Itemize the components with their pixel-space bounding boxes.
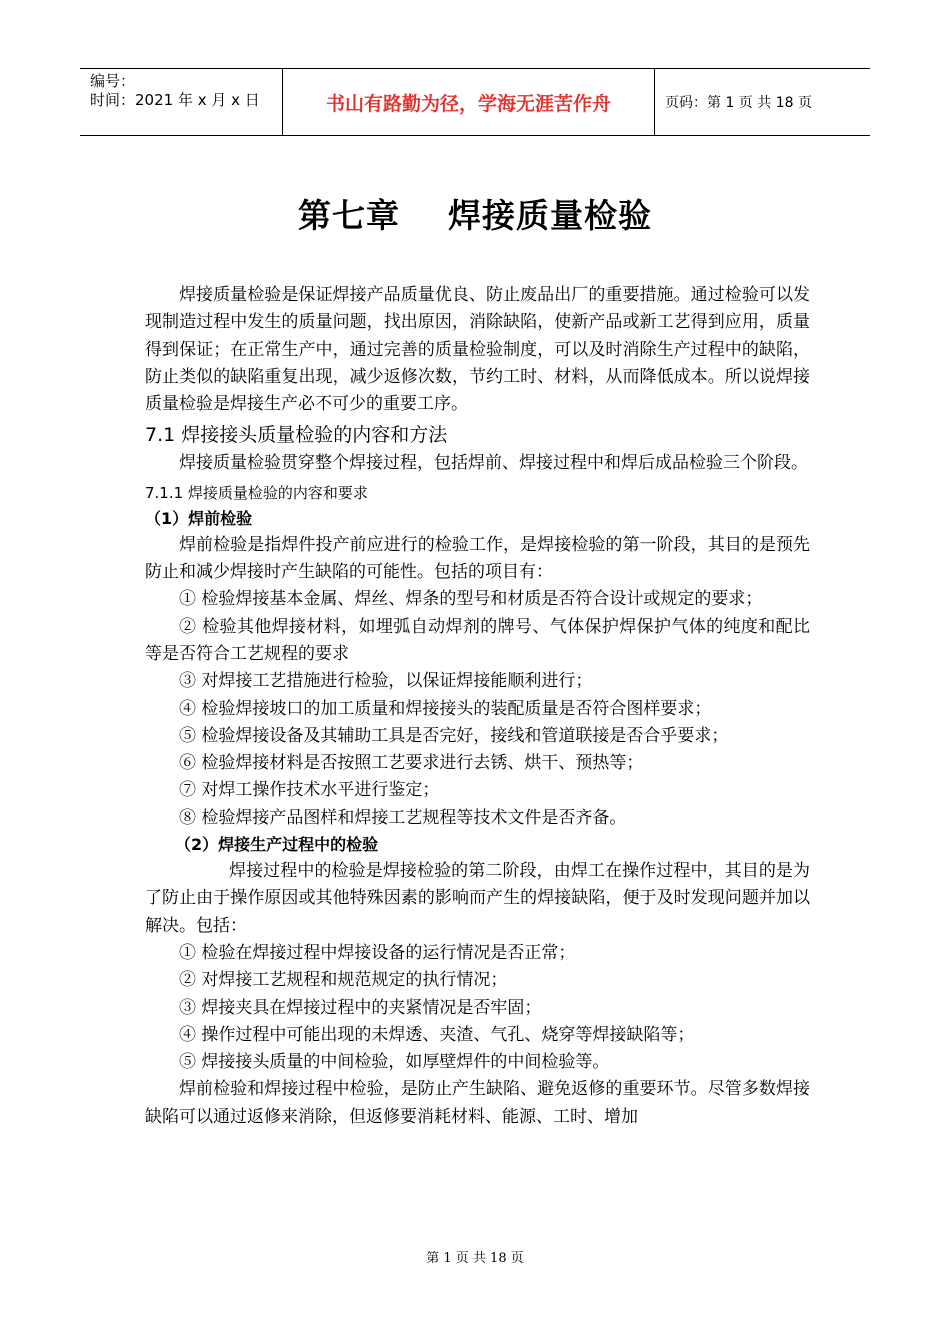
header-page-info: 页码：第 1 页 共 18 页 bbox=[665, 95, 812, 111]
pre-weld-item: ⑤ 检验焊接设备及其辅助工具是否完好，接线和管道联接是否合乎要求； bbox=[179, 725, 729, 746]
pre-weld-item: ⑧ 检验焊接产品图样和焊接工艺规程等技术文件是否齐备。 bbox=[179, 807, 627, 828]
in-process-item: ① 检验在焊接过程中焊接设备的运行情况是否正常； bbox=[179, 942, 576, 963]
chapter-label: 第七章 bbox=[298, 196, 400, 235]
pre-weld-item: ① 检验焊接基本金属、焊丝、焊条的型号和材质是否符合设计或规定的要求； bbox=[179, 589, 763, 610]
section-heading-7-1: 7.1 焊接接头质量检验的内容和方法 bbox=[145, 424, 448, 447]
header-time: 时间：2021 年 x 月 x 日 bbox=[90, 91, 260, 109]
page-title bbox=[0, 190, 950, 237]
header-meta bbox=[80, 69, 283, 135]
chapter-name: 焊接质量检验 bbox=[448, 196, 652, 235]
header-motto: 书山有路勤为径，学海无涯苦作舟 bbox=[283, 69, 655, 135]
document-body bbox=[145, 282, 810, 1131]
pre-weld-item: ⑦ 对焊工操作技术水平进行鉴定； bbox=[179, 780, 440, 801]
in-process-paragraph: 焊接过程中的检验是焊接检验的第二阶段，由焊工在操作过程中，其目的是为了防止由于操作原因或其他特殊因素的影响而产生的焊接缺陷，便于及时发现问题并加以解决。包括： bbox=[145, 861, 810, 936]
pre-weld-item: ② 检验其他焊接材料，如埋弧自动焊剂的牌号、气体保护焊保护气体的纯度和配比等是否符合工艺规程的要求 bbox=[145, 616, 810, 664]
page-footer: 第 1 页 共 18 页 bbox=[426, 1251, 524, 1266]
in-process-item: ④ 操作过程中可能出现的未焊透、夹渣、气孔、烧穿等焊接缺陷等； bbox=[179, 1024, 695, 1045]
pre-weld-heading: （1）焊前检验 bbox=[145, 508, 253, 528]
in-process-item: ⑤ 焊接接头质量的中间检验，如厚壁焊件的中间检验等。 bbox=[179, 1052, 610, 1073]
page-header bbox=[80, 68, 870, 136]
closing-paragraph: 焊前检验和焊接过程中检验，是防止产生缺陷、避免返修的重要环节。尽管多数焊接缺陷可以通过返修来消除，但返修要消耗材料、能源、工时、增加 bbox=[145, 1079, 810, 1127]
pre-weld-item: ⑥ 检验焊接材料是否按照工艺要求进行去锈、烘干、预热等； bbox=[179, 753, 644, 774]
section-7-1-paragraph: 焊接质量检验贯穿整个焊接过程，包括焊前、焊接过程中和焊后成品检验三个阶段。 bbox=[179, 453, 808, 474]
in-process-heading: （2）焊接生产过程中的检验 bbox=[175, 835, 379, 855]
pre-weld-paragraph: 焊前检验是指焊件投产前应进行的检验工作，是焊接检验的第一阶段，其目的是预先防止和减少焊接时产生缺陷的可能性。包括的项目有： bbox=[145, 534, 810, 583]
pre-weld-item: ④ 检验焊接坡口的加工质量和焊接接头的装配质量是否符合图样要求； bbox=[179, 698, 712, 719]
section-heading-7-1-1: 7.1.1 焊接质量检验的内容和要求 bbox=[145, 483, 368, 502]
intro-paragraph: 焊接质量检验是保证焊接产品质量优良、防止废品出厂的重要措施。通过检验可以发现制造过程中发生的质量问题，找出原因，消除缺陷，使新产品或新工艺得到应用，质量得到保证；在正常生产中，通过完善的质量检验制度，可以及时消除生产过程中的缺陷，防止类似的缺陷重复出现，减少返修次数，节约工时、材料，从而降低成本。所以说焊接质量检验是焊接生产必不可少的重要工序。 bbox=[145, 285, 810, 415]
pre-weld-item: ③ 对焊接工艺措施进行检验，以保证焊接能顺利进行； bbox=[179, 671, 593, 692]
header-number: 编号： bbox=[90, 72, 136, 90]
in-process-item: ③ 焊接夹具在焊接过程中的夹紧情况是否牢固； bbox=[179, 997, 542, 1018]
in-process-item: ② 对焊接工艺规程和规范规定的执行情况； bbox=[179, 970, 508, 991]
